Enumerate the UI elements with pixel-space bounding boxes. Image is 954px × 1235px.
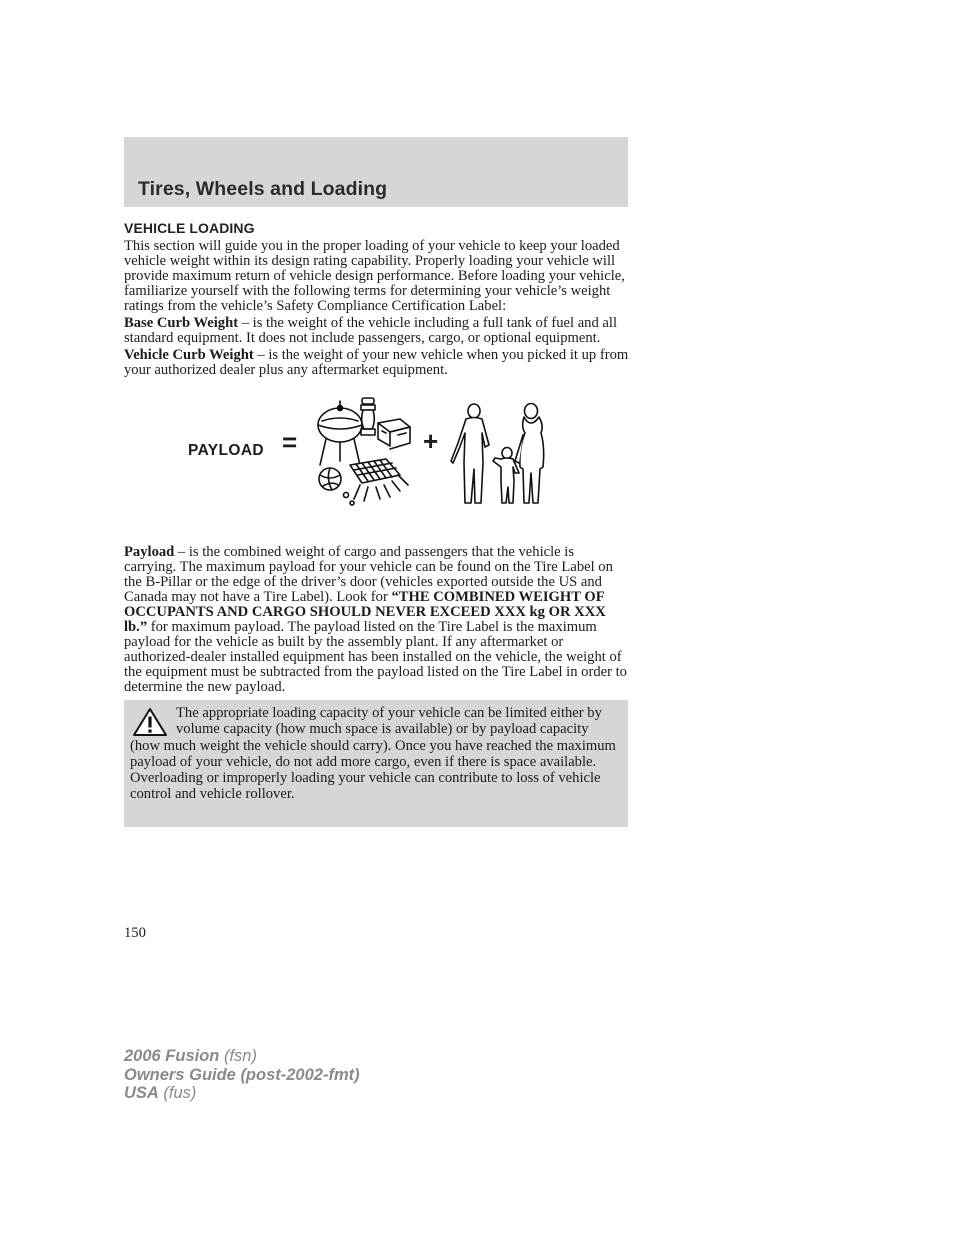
plus-sign: + [423,426,439,456]
payload-quote: “THE COMBINED WEIGHT OF OCCUPANTS AND CARGO SHOULD NEVER EXCEED XXX kg OR XXX lb.” [124,589,606,635]
payload-paragraph [124,545,629,695]
chapter-title: Tires, Wheels and Loading [138,178,388,200]
footer-line-1 [124,1047,360,1066]
footer-model-code: (fsn) [219,1047,257,1065]
warning-text: The appropriate loading capacity of your vehicle can be limited either by volume capacity (how much space is available) or by payload capacity (how much weight the vehicle should carry). Once you have reached the maximum payload of your vehicle, do not add more cargo, even if there is space available. Overloading or improperly loading your vehicle can contribute to loss of vehicle control and vehicle rollover. [130,705,616,803]
footer-line-2 [124,1066,360,1085]
warning-box [124,700,628,827]
definition-term: Vehicle Curb Weight [124,347,254,363]
footer-line-3 [124,1084,360,1103]
footer-market: USA [124,1084,159,1102]
equals-sign: = [282,427,298,457]
chapter-header [124,137,628,207]
warning-triangle-icon [132,707,168,737]
page-number: 150 [124,925,146,941]
section-heading: VEHICLE LOADING [124,220,255,236]
main-content [124,221,629,827]
payload-text-b: for maximum payload. The payload listed on the Tire Label is the maximum payload for the vehicle as built by the assembly plant. If any aftermarket or authorized-dealer installed equipment has been installed on the vehicle, the weight of the equipment must be subtracted from the payload listed on the Tire Label in order to determine the new payload. [124,619,627,695]
intro-paragraph: This section will guide you in the proper loading of your vehicle to keep your loaded vehicle weight within its design rating capability. Properly loading your vehicle will provide maximum return of vehicle design performance. Before loading your vehicle, familiarize yourself with the following terms for determining your vehicle’s weight ratings from the vehicle’s Safety Compliance Certification Label: [124,238,625,314]
definition-base-curb-weight [124,316,629,346]
document-footer [124,1047,360,1103]
footer-model: 2006 Fusion [124,1047,220,1065]
definition-text: – is the weight of your new vehicle when you picked it up from your authorized dealer plus any aftermarket equipment. [124,347,629,378]
passengers-illustration-icon [449,403,553,509]
definition-term: Base Curb Weight [124,315,239,331]
footer-guide: Owners Guide (post-2002-fmt) [124,1065,360,1084]
payload-term: Payload [124,544,175,560]
footer-market-code: (fus) [158,1084,197,1102]
definition-vehicle-curb-weight [124,348,629,378]
definition-text: – is the weight of the vehicle including a full tank of fuel and all standard equipment. It does not include passengers, cargo, or optional equipment. [124,315,618,346]
payload-figure [124,395,629,517]
cargo-illustration-icon [310,395,416,507]
payload-text-a: – is the combined weight of cargo and passengers that the vehicle is carrying. The maximum payload for your vehicle can be found on the Tire Label on the B-Pillar or the edge of the driver’s door (vehicles exported outside the US and Canada may not have a Tire Label). Look for [124,544,613,605]
payload-label: PAYLOAD [188,442,265,459]
